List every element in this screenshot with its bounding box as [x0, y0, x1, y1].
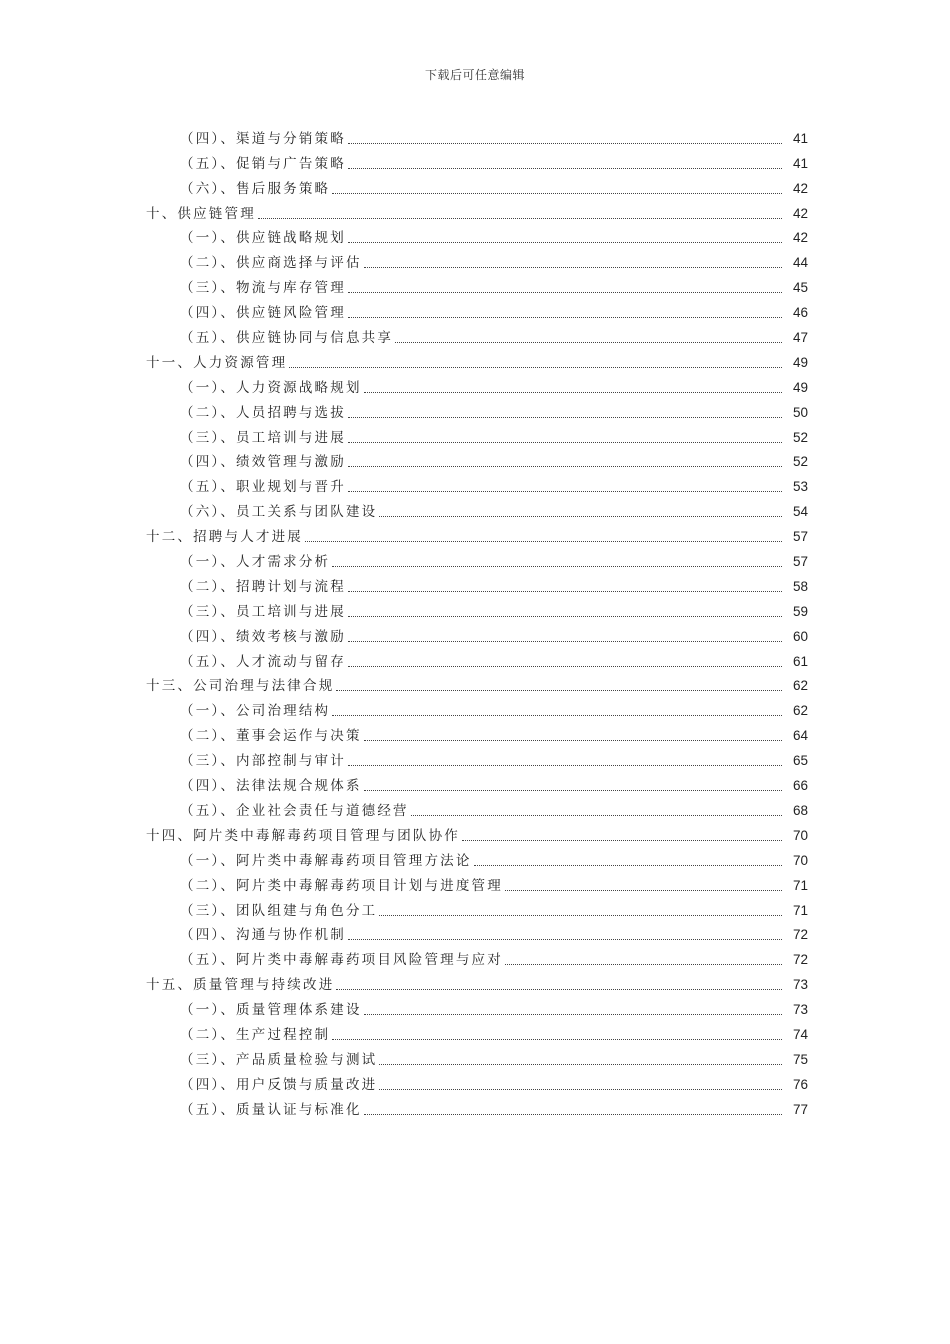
toc-section-entry[interactable] [0, 150, 950, 175]
toc-dot-leader [258, 218, 782, 219]
page-header: 下载后可任意编辑 [424, 68, 525, 82]
toc-section-entry[interactable] [0, 996, 950, 1021]
toc-entry-title: （一）、质量管理体系建设 [180, 1002, 362, 1019]
toc-chapter-entry[interactable] [0, 349, 950, 374]
toc-section-entry[interactable] [0, 648, 950, 673]
toc-page-number: 60 [792, 628, 808, 644]
toc-dot-leader [379, 1064, 782, 1065]
toc-dot-leader [411, 815, 782, 816]
toc-page-number: 52 [792, 429, 808, 445]
toc-entry-title: （三）、内部控制与审计 [180, 753, 346, 770]
toc-dot-leader [332, 566, 782, 567]
toc-dot-leader [395, 342, 782, 343]
toc-section-entry[interactable] [0, 573, 950, 598]
toc-page-number: 57 [792, 529, 808, 545]
toc-entry-title: 十、供应链管理 [146, 205, 256, 222]
toc-entry-title: （三）、团队组建与角色分工 [180, 902, 378, 919]
toc-dot-leader [505, 890, 782, 891]
toc-section-entry[interactable] [0, 299, 950, 324]
toc-dot-leader [348, 143, 782, 144]
toc-page-number: 66 [792, 778, 808, 794]
toc-page-number: 42 [792, 180, 808, 196]
toc-page-number: 57 [792, 554, 808, 570]
toc-page-number: 65 [792, 753, 808, 769]
toc-page-number: 42 [792, 230, 808, 246]
toc-dot-leader [305, 541, 782, 542]
toc-section-entry[interactable] [0, 897, 950, 922]
toc-page-number: 62 [792, 703, 808, 719]
toc-dot-leader [364, 1014, 782, 1015]
toc-section-entry[interactable] [0, 722, 950, 747]
toc-entry-title: （四）、法律法规合规体系 [180, 778, 362, 795]
toc-entry-title: （二）、阿片类中毒解毒药项目计划与进度管理 [180, 877, 503, 894]
toc-dot-leader [336, 690, 782, 691]
toc-section-entry[interactable] [0, 399, 950, 424]
toc-entry-title: （三）、员工培训与进展 [180, 429, 346, 446]
toc-page-number: 76 [792, 1076, 808, 1092]
toc-entry-title: （五）、企业社会责任与道德经营 [180, 802, 409, 819]
toc-dot-leader [289, 367, 782, 368]
toc-page-number: 41 [792, 155, 808, 171]
toc-page-number: 70 [792, 852, 808, 868]
toc-page-number: 47 [792, 330, 808, 346]
toc-entry-title: （一）、公司治理结构 [180, 703, 331, 720]
toc-dot-leader [348, 666, 782, 667]
toc-section-entry[interactable] [0, 324, 950, 349]
toc-entry-title: （一）、人才需求分析 [180, 554, 331, 571]
toc-dot-leader [348, 939, 782, 940]
toc-page-number: 50 [792, 404, 808, 420]
toc-section-entry[interactable] [0, 872, 950, 897]
toc-dot-leader [332, 193, 782, 194]
toc-page-number: 59 [792, 603, 808, 619]
toc-chapter-entry[interactable] [0, 673, 950, 698]
toc-dot-leader [364, 392, 782, 393]
toc-entry-title: （一）、供应链战略规划 [180, 230, 346, 247]
toc-chapter-entry[interactable] [0, 523, 950, 548]
toc-section-entry[interactable] [0, 598, 950, 623]
toc-entry-title: （四）、绩效管理与激励 [180, 454, 346, 471]
toc-page-number: 53 [792, 479, 808, 495]
toc-dot-leader [364, 1114, 782, 1115]
toc-section-entry[interactable] [0, 1046, 950, 1071]
toc-dot-leader [348, 417, 782, 418]
toc-dot-leader [462, 840, 782, 841]
toc-section-entry[interactable] [0, 225, 950, 250]
toc-entry-title: （五）、质量认证与标准化 [180, 1101, 362, 1118]
toc-entry-title: （四）、用户反馈与质量改进 [180, 1076, 378, 1093]
toc-entry-title: （六）、员工关系与团队建设 [180, 504, 378, 521]
toc-chapter-entry[interactable] [0, 200, 950, 225]
toc-chapter-entry[interactable] [0, 822, 950, 847]
toc-page-number: 73 [792, 1002, 808, 1018]
toc-page-number: 73 [792, 977, 808, 993]
toc-section-entry[interactable] [0, 772, 950, 797]
toc-page-number: 49 [792, 379, 808, 395]
toc-page-number: 52 [792, 454, 808, 470]
toc-entry-title: 十五、质量管理与持续改进 [146, 977, 335, 994]
toc-dot-leader [379, 1089, 782, 1090]
toc-entry-title: （二）、生产过程控制 [180, 1026, 331, 1043]
toc-dot-leader [348, 317, 782, 318]
toc-section-entry[interactable] [0, 175, 950, 200]
toc-page-number: 41 [792, 130, 808, 146]
toc-section-entry[interactable] [0, 1071, 950, 1096]
toc-section-entry[interactable] [0, 473, 950, 498]
toc-entry-title: （二）、供应商选择与评估 [180, 255, 362, 272]
toc-page-number: 72 [792, 952, 808, 968]
toc-section-entry[interactable] [0, 548, 950, 573]
toc-entry-title: （二）、人员招聘与选拔 [180, 404, 346, 421]
toc-dot-leader [474, 865, 782, 866]
toc-entry-title: （五）、供应链协同与信息共享 [180, 330, 394, 347]
toc-page-number: 49 [792, 354, 808, 370]
toc-page-number: 77 [792, 1101, 808, 1117]
toc-section-entry[interactable] [0, 922, 950, 947]
toc-dot-leader [332, 715, 782, 716]
toc-section-entry[interactable] [0, 797, 950, 822]
toc-dot-leader [336, 989, 782, 990]
toc-page-number: 64 [792, 728, 808, 744]
toc-page-number: 46 [792, 305, 808, 321]
toc-page-number: 72 [792, 927, 808, 943]
toc-page-number: 74 [792, 1026, 808, 1042]
toc-section-entry[interactable] [0, 498, 950, 523]
toc-entry-title: 十三、公司治理与法律合规 [146, 678, 335, 695]
toc-section-entry[interactable] [0, 1096, 950, 1121]
toc-entry-title: （三）、员工培训与进展 [180, 603, 346, 620]
toc-entry-title: （五）、职业规划与晋升 [180, 479, 346, 496]
toc-page-number: 68 [792, 802, 808, 818]
toc-page-number: 54 [792, 504, 808, 520]
toc-section-entry[interactable] [0, 1021, 950, 1046]
toc-entry-title: （六）、售后服务策略 [180, 180, 331, 197]
toc-section-entry[interactable] [0, 449, 950, 474]
toc-dot-leader [348, 616, 782, 617]
toc-page-number: 71 [792, 902, 808, 918]
toc-entry-title: （五）、阿片类中毒解毒药项目风险管理与应对 [180, 952, 503, 969]
toc-dot-leader [348, 466, 782, 467]
toc-entry-title: （四）、绩效考核与激励 [180, 628, 346, 645]
toc-page-number: 58 [792, 578, 808, 594]
toc-dot-leader [379, 516, 782, 517]
toc-dot-leader [348, 168, 782, 169]
toc-section-entry[interactable] [0, 697, 950, 722]
toc-entry-title: 十二、招聘与人才进展 [146, 529, 303, 546]
toc-entry-title: （一）、人力资源战略规划 [180, 379, 362, 396]
toc-dot-leader [348, 292, 782, 293]
toc-section-entry[interactable] [0, 274, 950, 299]
toc-entry-title: 十四、阿片类中毒解毒药项目管理与团队协作 [146, 827, 460, 844]
toc-dot-leader [348, 591, 782, 592]
toc-dot-leader [348, 641, 782, 642]
toc-dot-leader [364, 740, 782, 741]
toc-chapter-entry[interactable] [0, 971, 950, 996]
toc-entry-title: （四）、供应链风险管理 [180, 305, 346, 322]
toc-page-number: 45 [792, 280, 808, 296]
toc-page-number: 70 [792, 827, 808, 843]
toc-section-entry[interactable] [0, 374, 950, 399]
toc-dot-leader [379, 915, 782, 916]
toc-dot-leader [364, 267, 782, 268]
toc-entry-title: （三）、物流与库存管理 [180, 280, 346, 297]
toc-dot-leader [348, 765, 782, 766]
toc-dot-leader [348, 491, 782, 492]
toc-entry-title: （三）、产品质量检验与测试 [180, 1051, 378, 1068]
toc-entry-title: （四）、沟通与协作机制 [180, 927, 346, 944]
toc-entry-title: （一）、阿片类中毒解毒药项目管理方法论 [180, 852, 472, 869]
toc-page-number: 62 [792, 678, 808, 694]
toc-page-number: 61 [792, 653, 808, 669]
toc-entry-title: （二）、董事会运作与决策 [180, 728, 362, 745]
toc-page-number: 42 [792, 205, 808, 221]
toc-dot-leader [332, 1039, 782, 1040]
toc-section-entry[interactable] [0, 946, 950, 971]
toc-dot-leader [364, 790, 782, 791]
toc-entry-title: 十一、人力资源管理 [146, 354, 288, 371]
toc-dot-leader [505, 964, 782, 965]
toc-page-number: 44 [792, 255, 808, 271]
toc-section-entry[interactable] [0, 249, 950, 274]
toc-section-entry[interactable] [0, 424, 950, 449]
toc-page-number: 75 [792, 1051, 808, 1067]
toc-section-entry[interactable] [0, 623, 950, 648]
toc-section-entry[interactable] [0, 747, 950, 772]
toc-dot-leader [348, 242, 782, 243]
toc-entry-title: （五）、人才流动与留存 [180, 653, 346, 670]
toc-entry-title: （五）、促销与广告策略 [180, 155, 346, 172]
toc-section-entry[interactable] [0, 125, 950, 150]
toc-entry-title: （二）、招聘计划与流程 [180, 578, 346, 595]
table-of-contents [0, 125, 950, 1121]
toc-section-entry[interactable] [0, 847, 950, 872]
toc-page-number: 71 [792, 877, 808, 893]
toc-dot-leader [348, 442, 782, 443]
toc-entry-title: （四）、渠道与分销策略 [180, 130, 346, 147]
